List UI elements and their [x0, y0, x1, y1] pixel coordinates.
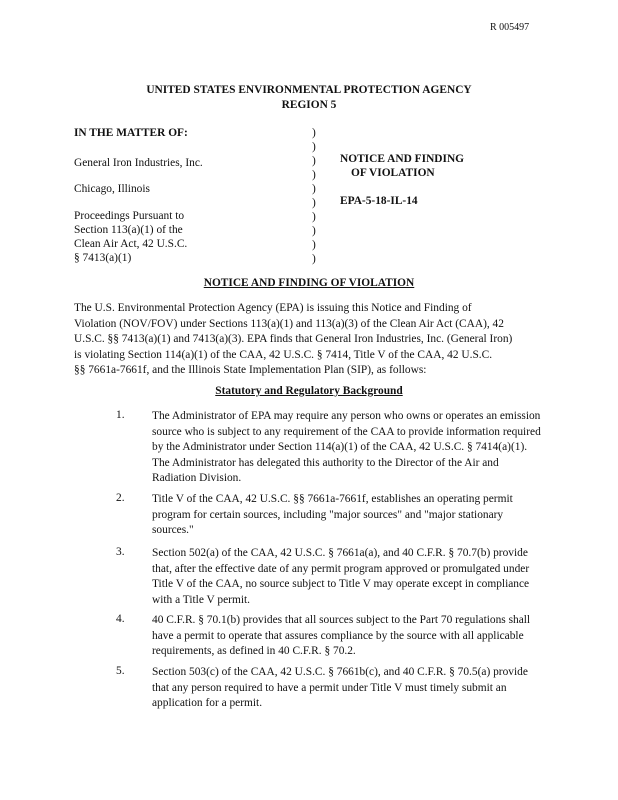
paragraph-number: 1. — [116, 409, 125, 421]
caption-paren: ) — [312, 127, 316, 139]
intro-line: U.S.C. §§ 7413(a)(1) and 7413(a)(3). EPA finds that General Iron Industries, Inc. (General Iron) — [74, 333, 513, 346]
proceedings-line: Section 113(a)(1) of the — [74, 224, 183, 236]
main-title: NOTICE AND FINDING OF VIOLATION — [203, 277, 415, 289]
caption-paren: ) — [312, 211, 316, 223]
caption-paren: ) — [312, 169, 316, 181]
paragraph-line: application for a permit. — [152, 697, 263, 710]
intro-paragraph — [74, 301, 512, 379]
paragraph-line: Section 503(c) of the CAA, 42 U.S.C. § 7661b(c), and 40 C.F.R. § 70.5(a) provide — [152, 666, 528, 678]
paragraph-line: The Administrator has delegated this authority to the Director of the Air and — [152, 456, 499, 469]
paragraph-line: have a permit to operate that assures compliance by the source with all applicable — [152, 629, 524, 642]
caption-paren: ) — [312, 141, 316, 153]
paragraph-line: requirements, as defined in 40 C.F.R. § 70.2. — [152, 645, 356, 658]
caption-paren: ) — [312, 197, 316, 209]
docket-number: EPA-5-18-IL-14 — [340, 195, 418, 207]
paragraph-body — [152, 613, 530, 660]
paragraph-line: program for certain sources, including "major sources" and "major stationary — [152, 508, 504, 521]
caption-paren: ) — [312, 183, 316, 195]
paragraph-line: Title V of the CAA, 42 U.S.C. §§ 7661a-7661f, establishes an operating permit — [152, 493, 513, 505]
paragraph-line: Title V of the CAA, no source subject to Title V may operate except in compliance — [152, 578, 530, 591]
caption-paren: ) — [312, 253, 316, 265]
party-location: Chicago, Illinois — [74, 183, 150, 195]
intro-line: is violating Section 114(a)(1) of the CAA, 42 U.S.C. § 7414, Title V of the CAA, 42 U.S.C. — [74, 348, 493, 361]
proceedings-line: § 7413(a)(1) — [74, 252, 132, 264]
paragraph-line: The Administrator of EPA may require any person who owns or operates an emission — [152, 410, 541, 422]
paragraph-line: that, after the effective date of any permit program approved or promulgated under — [152, 562, 530, 575]
intro-line: Violation (NOV/FOV) under Sections 113(a)(1) and 113(a)(3) of the Clean Air Act (CAA), 42 — [74, 317, 504, 330]
intro-line: §§ 7661a-7661f, and the Illinois State Implementation Plan (SIP), as follows: — [74, 364, 427, 377]
notice-title-line1: NOTICE AND FINDING — [340, 153, 465, 165]
proceedings-line: Proceedings Pursuant to — [74, 210, 185, 222]
paragraph-line: that any person required to have a permit under Title V must timely submit an — [152, 681, 507, 694]
caption-paren: ) — [312, 239, 316, 251]
party-name: General Iron Industries, Inc. — [74, 157, 203, 169]
paragraph-number: 5. — [116, 665, 125, 677]
paragraph-number: 3. — [116, 546, 125, 558]
paragraph-line: Radiation Division. — [152, 472, 242, 485]
paragraph-number: 4. — [116, 613, 125, 625]
paragraph-body — [152, 409, 541, 487]
caption-paren: ) — [312, 155, 316, 167]
paragraph-line: Section 502(a) of the CAA, 42 U.S.C. § 7661a(a), and 40 C.F.R. § 70.7(b) provide — [152, 547, 528, 559]
proceedings-line: Clean Air Act, 42 U.S.C. — [74, 238, 188, 250]
paragraph-line: with a Title V permit. — [152, 593, 250, 606]
paragraph-line: 40 C.F.R. § 70.1(b) provides that all sources subject to the Part 70 regulations shall — [152, 614, 531, 626]
section-heading: Statutory and Regulatory Background — [215, 385, 403, 397]
paragraph-body — [152, 546, 529, 608]
caption-paren: ) — [312, 225, 316, 237]
paragraph-line: sources." — [152, 524, 194, 537]
notice-title-line2: OF VIOLATION — [351, 167, 435, 179]
paragraph-line: by the Administrator under Section 114(a)(1) of the CAA, 42 U.S.C. § 7414(a)(1). — [152, 441, 528, 454]
agency-title: UNITED STATES ENVIRONMENTAL PROTECTION AGENCY — [146, 84, 472, 96]
bates-number: R 005497 — [490, 22, 530, 33]
paragraph-body — [152, 492, 513, 539]
agency-region: REGION 5 — [281, 99, 337, 111]
paragraph-body — [152, 665, 528, 712]
paragraph-number: 2. — [116, 492, 125, 504]
intro-line: The U.S. Environmental Protection Agency (EPA) is issuing this Notice and Finding of — [74, 302, 472, 314]
in-the-matter-label: IN THE MATTER OF: — [74, 127, 188, 139]
paragraph-line: source who is subject to any requirement of the CAA to provide information required — [152, 425, 541, 438]
